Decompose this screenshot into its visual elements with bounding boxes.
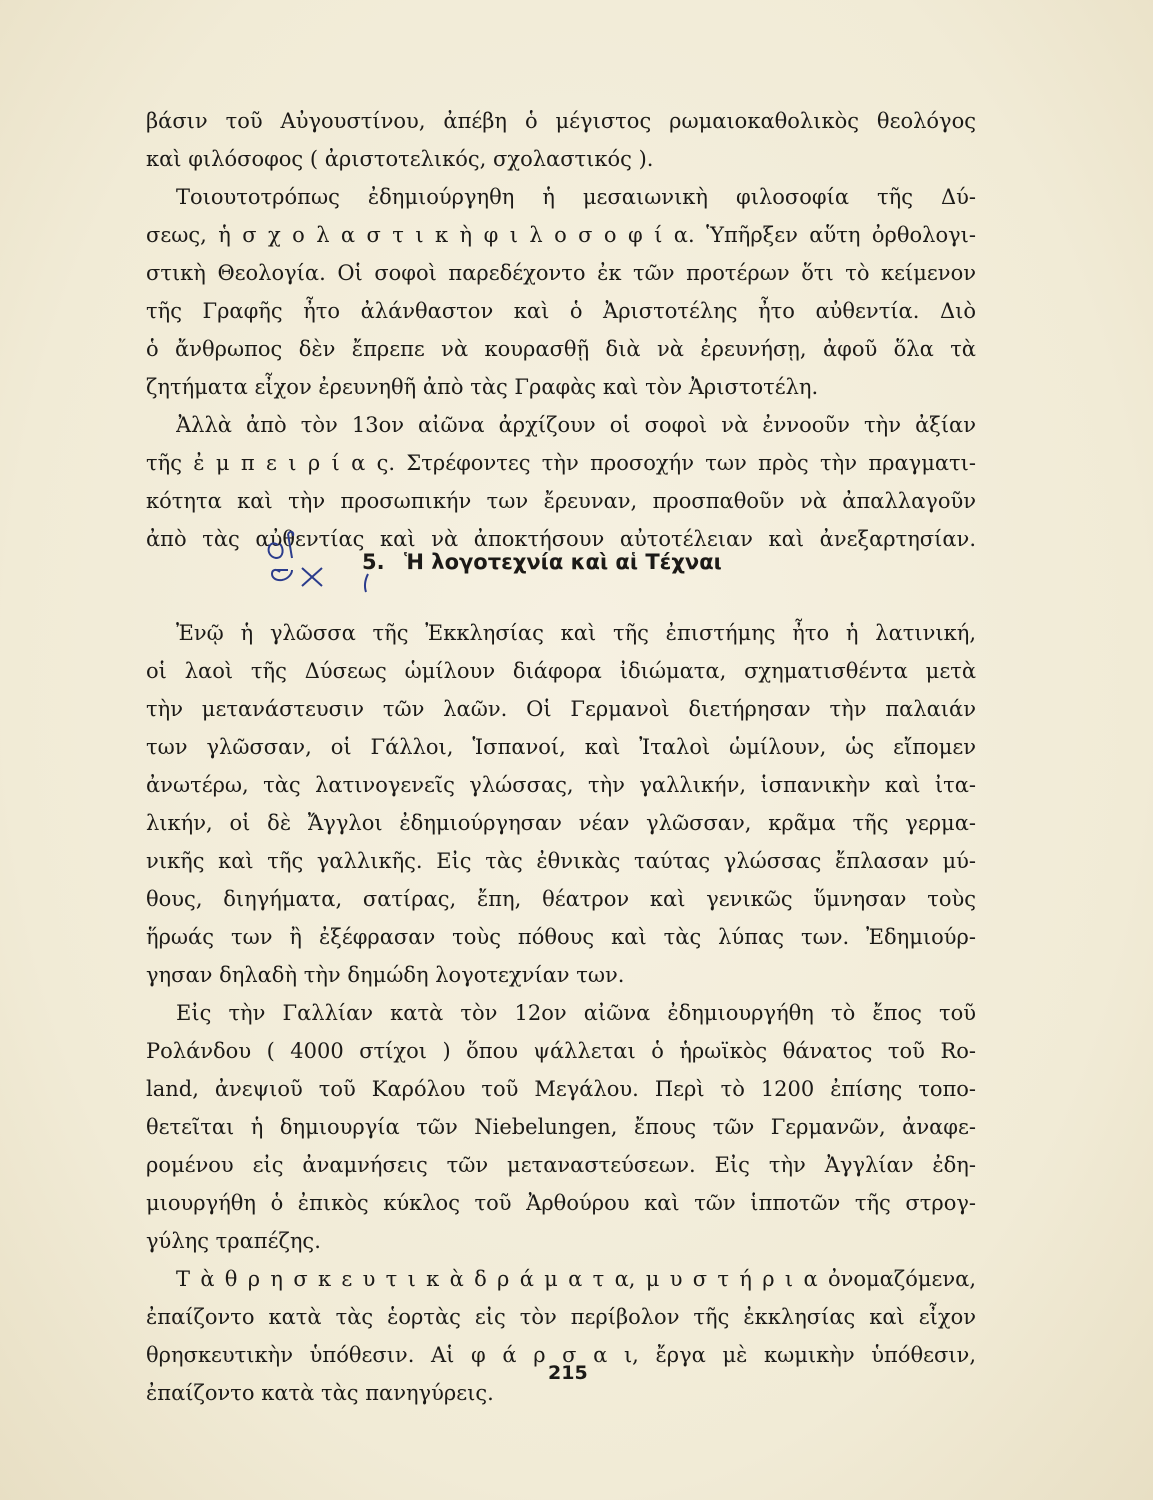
text-line: ὁ ἄνθρωπος δὲν ἔπρεπε νὰ κουρασθῇ διὰ νὰ ἐρευνήσῃ, ἀφοῦ ὅλα τὰ <box>146 337 976 361</box>
text-line: Ἀλλὰ ἀπὸ τὸν 13ον αἰῶνα ἀρχίζουν οἱ σοφοὶ νὰ ἐννοοῦν τὴν ἀξίαν <box>176 413 976 437</box>
text-line: ἥρωάς των ἢ ἐξέφρασαν τοὺς πόθους καὶ τὰς λύπας των. Ἐδημιούρ- <box>146 925 976 949</box>
text-line: νικῆς καὶ τῆς γαλλικῆς. Εἰς τὰς ἐθνικὰς ταύτας γλώσσας ἔπλασαν μύ- <box>146 849 976 873</box>
text-line: τῆς ἐ μ π ε ι ρ ί α ς. Στρέφοντες τὴν προσοχήν των πρὸς τὴν πραγματι- <box>146 451 976 475</box>
text-line: βάσιν τοῦ Αὐγουστίνου, ἀπέβη ὁ μέγιστος ρωμαιοκαθολικὸς θεολόγος <box>146 109 976 133</box>
text-line: θετεῖται ἡ δημιουργία τῶν Niebelungen, ἔπους τῶν Γερμανῶν, ἀναφε- <box>146 1115 976 1139</box>
text-line: λικήν, οἱ δὲ Ἄγγλοι ἐδημιούργησαν νέαν γλῶσσαν, κρᾶμα τῆς γερμα- <box>146 811 976 835</box>
text-line: τῆς Γραφῆς ἦτο ἀλάνθαστον καὶ ὁ Ἀριστοτέλης ἦτο αὐθεντία. Διὸ <box>146 299 976 323</box>
text-line: γύλης τραπέζης. <box>146 1229 321 1253</box>
text-line: Εἰς τὴν Γαλλίαν κατὰ τὸν 12ον αἰῶνα ἐδημιουργήθη τὸ ἔπος τοῦ <box>176 1001 976 1025</box>
text-line: ἀπὸ τὰς αὐθεντίας καὶ νὰ ἀποκτήσουν αὐτοτέλειαν καὶ ἀνεξαρτησίαν. <box>146 527 976 551</box>
text-line: land, ἀνεψιοῦ τοῦ Καρόλου τοῦ Μεγάλου. Περὶ τὸ 1200 ἐπίσης τοπο- <box>146 1077 976 1101</box>
text-line: σεως, ἡ σ χ ο λ α σ τ ι κ ὴ φ ι λ ο σ ο φ ί α. Ὑπῆρξεν αὕτη ὀρθολογι- <box>146 223 976 247</box>
text-line: στικὴ Θεολογία. Οἱ σοφοὶ παρεδέχοντο ἐκ τῶν προτέρων ὅτι τὸ κείμενον <box>146 261 976 285</box>
text-line: Τοιουτοτρόπως ἐδημιούργηθη ἡ μεσαιωνικὴ φιλοσοφία τῆς Δύ- <box>176 185 976 209</box>
text-line: ἐπαίζοντο κατὰ τὰς ἑορτὰς εἰς τὸν περίβολον τῆς ἐκκλησίας καὶ εἶχον <box>146 1305 976 1329</box>
text-line: Τ ὰ θ ρ η σ κ ε υ τ ι κ ὰ δ ρ ά μ α τ α, μ υ σ τ ή ρ ι α ὀνομαζόμενα, <box>176 1267 976 1291</box>
text-line: ἐπαίζοντο κατὰ τὰς πανηγύρεις. <box>146 1381 494 1405</box>
text-line: Ρολάνδου ( 4000 στίχοι ) ὅπου ψάλλεται ὁ ἡρωϊκὸς θάνατος τοῦ Ro- <box>146 1039 976 1063</box>
section-number: 5. <box>362 550 385 574</box>
text-line: των γλῶσσαν, οἱ Γάλλοι, Ἱσπανοί, καὶ Ἰταλοὶ ὡμίλουν, ὡς εἴπομεν <box>146 735 976 759</box>
text-line: ἀνωτέρω, τὰς λατινογενεῖς γλώσσας, τὴν γαλλικήν, ἱσπανικὴν καὶ ἰτα- <box>146 773 976 797</box>
text-line: γησαν δηλαδὴ τὴν δημώδη λογοτεχνίαν των. <box>146 963 625 987</box>
text-line: θους, διηγήματα, σατίρας, ἔπη, θέατρον καὶ γενικῶς ὕμνησαν τοὺς <box>146 887 976 911</box>
text-line: ζητήματα εἶχον ἐρευνηθῆ ἀπὸ τὰς Γραφὰς καὶ τὸν Ἀριστοτέλη. <box>146 375 819 399</box>
text-line: οἱ λαοὶ τῆς Δύσεως ὡμίλουν διάφορα ἰδιώματα, σχηματισθέντα μετὰ <box>146 659 976 683</box>
page-number: 215 <box>548 1362 588 1384</box>
text-line: κότητα καὶ τὴν προσωπικήν των ἔρευναν, προσπαθοῦν νὰ ἀπαλλαγοῦν <box>146 489 976 513</box>
text-line: τὴν μετανάστευσιν τῶν λαῶν. Οἱ Γερμανοὶ διετήρησαν τὴν παλαιάν <box>146 697 976 721</box>
text-line: μιουργήθη ὁ ἐπικὸς κύκλος τοῦ Ἀρθούρου καὶ τῶν ἱπποτῶν τῆς στρογ- <box>146 1191 976 1215</box>
section-heading: Ἡ λογοτεχνία καὶ αἱ Τέχναι <box>404 550 722 574</box>
text-line: καὶ φιλόσοφος ( ἀριστοτελικός, σχολαστικός ). <box>146 147 654 171</box>
text-line: θρησκευτικὴν ὑπόθεσιν. Αἱ φ ά ρ σ α ι, ἔργα μὲ κωμικὴν ὑπόθεσιν, <box>146 1343 976 1367</box>
handwritten-annotation <box>258 520 378 600</box>
text-line: Ἐνῷ ἡ γλῶσσα τῆς Ἐκκλησίας καὶ τῆς ἐπιστήμης ἦτο ἡ λατινική, <box>176 621 976 645</box>
text-line: ρομένου εἰς ἀναμνήσεις τῶν μεταναστεύσεων. Εἰς τὴν Ἀγγλίαν ἐδη- <box>146 1153 976 1177</box>
